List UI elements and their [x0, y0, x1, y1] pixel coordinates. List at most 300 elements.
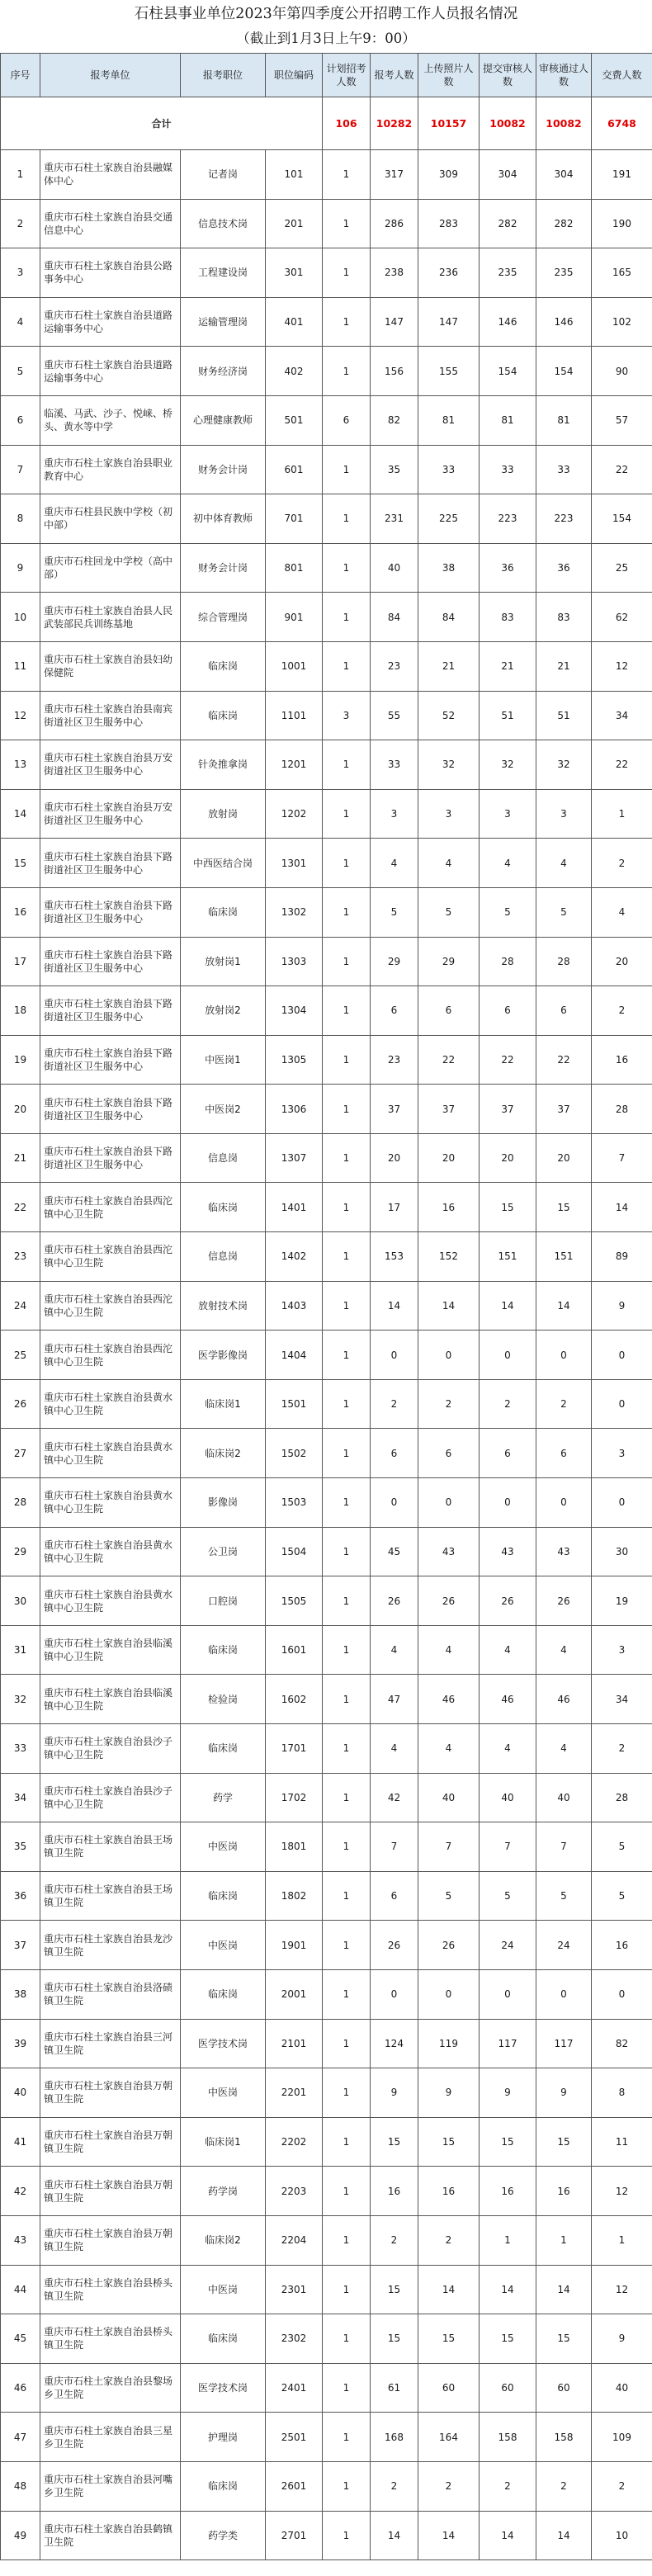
cell-photo: 0 — [418, 1969, 480, 2019]
cell-submitted: 15 — [480, 2314, 536, 2364]
cell-code: 1404 — [266, 1331, 323, 1380]
cell-applicants: 47 — [371, 1675, 418, 1724]
cell-photo: 236 — [418, 248, 480, 298]
table-row — [1, 2511, 652, 2560]
cell-position: 中医岗 — [181, 2068, 266, 2118]
cell-paid: 11 — [592, 2117, 652, 2167]
cell-unit: 重庆市石柱土家族自治县万朝镇卫生院 — [40, 2167, 181, 2216]
cell-seq: 33 — [1, 1724, 40, 1774]
cell-paid: 19 — [592, 1576, 652, 1626]
cell-seq: 11 — [1, 641, 40, 691]
total-paid: 6748 — [592, 97, 652, 150]
cell-seq: 24 — [1, 1281, 40, 1331]
cell-plan: 1 — [323, 1478, 371, 1528]
cell-applicants: 6 — [371, 1871, 418, 1921]
cell-approved: 9 — [536, 2068, 592, 2118]
table-row — [1, 150, 652, 200]
cell-unit: 重庆市石柱土家族自治县临溪镇中心卫生院 — [40, 1625, 181, 1675]
cell-position: 中医岗1 — [181, 1035, 266, 1085]
cell-position: 临床岗 — [181, 1625, 266, 1675]
cell-code: 1501 — [266, 1379, 323, 1429]
cell-position: 临床岗1 — [181, 1379, 266, 1429]
cell-paid: 34 — [592, 1675, 652, 1724]
cell-approved: 0 — [536, 1331, 592, 1380]
cell-code: 1302 — [266, 887, 323, 937]
table-row — [1, 839, 652, 888]
cell-applicants: 231 — [371, 494, 418, 544]
cell-photo: 84 — [418, 593, 480, 642]
cell-approved: 158 — [536, 2413, 592, 2462]
cell-seq: 49 — [1, 2511, 40, 2560]
cell-approved: 223 — [536, 494, 592, 544]
cell-plan: 1 — [323, 1183, 371, 1232]
cell-position: 临床岗 — [181, 2314, 266, 2364]
cell-approved: 146 — [536, 297, 592, 347]
cell-position: 药学类 — [181, 2511, 266, 2560]
cell-code: 2401 — [266, 2363, 323, 2413]
cell-submitted: 9 — [480, 2068, 536, 2118]
table-row — [1, 986, 652, 1036]
cell-paid: 40 — [592, 2363, 652, 2413]
cell-applicants: 286 — [371, 199, 418, 248]
cell-applicants: 4 — [371, 1625, 418, 1675]
cell-photo: 4 — [418, 1724, 480, 1774]
cell-applicants: 0 — [371, 1478, 418, 1528]
cell-code: 2302 — [266, 2314, 323, 2364]
table-row — [1, 1133, 652, 1183]
cell-plan: 1 — [323, 1724, 371, 1774]
header-code: 职位编码 — [266, 54, 323, 97]
cell-unit: 重庆市石柱土家族自治县西沱镇中心卫生院 — [40, 1183, 181, 1232]
cell-code: 1306 — [266, 1085, 323, 1134]
cell-seq: 39 — [1, 2019, 40, 2068]
cell-plan: 1 — [323, 1921, 371, 1970]
cell-seq: 38 — [1, 1969, 40, 2019]
header-submitted: 提交审核人数 — [480, 54, 536, 97]
cell-applicants: 147 — [371, 297, 418, 347]
cell-unit: 重庆市石柱土家族自治县黄水镇中心卫生院 — [40, 1478, 181, 1528]
cell-approved: 16 — [536, 2167, 592, 2216]
cell-plan: 1 — [323, 937, 371, 986]
cell-approved: 37 — [536, 1085, 592, 1134]
cell-plan: 1 — [323, 1773, 371, 1822]
cell-approved: 22 — [536, 1035, 592, 1085]
cell-plan: 1 — [323, 543, 371, 593]
cell-position: 中医岗2 — [181, 1085, 266, 1134]
cell-position: 检验岗 — [181, 1675, 266, 1724]
cell-unit: 重庆市石柱土家族自治县临溪镇中心卫生院 — [40, 1675, 181, 1724]
table-row — [1, 1183, 652, 1232]
cell-plan: 1 — [323, 297, 371, 347]
cell-applicants: 82 — [371, 395, 418, 445]
cell-approved: 154 — [536, 347, 592, 396]
cell-plan: 1 — [323, 1133, 371, 1183]
table-row — [1, 395, 652, 445]
cell-approved: 4 — [536, 1625, 592, 1675]
cell-code: 701 — [266, 494, 323, 544]
cell-code: 401 — [266, 297, 323, 347]
cell-position: 临床岗 — [181, 1724, 266, 1774]
cell-photo: 33 — [418, 445, 480, 494]
cell-unit: 重庆市石柱土家族自治县西沱镇中心卫生院 — [40, 1331, 181, 1380]
cell-paid: 1 — [592, 789, 652, 839]
cell-applicants: 168 — [371, 2413, 418, 2462]
cell-photo: 147 — [418, 297, 480, 347]
cell-position: 放射技术岗 — [181, 1281, 266, 1331]
cell-approved: 24 — [536, 1921, 592, 1970]
cell-position: 中西医结合岗 — [181, 839, 266, 888]
cell-seq: 15 — [1, 839, 40, 888]
cell-applicants: 156 — [371, 347, 418, 396]
cell-submitted: 5 — [480, 887, 536, 937]
cell-paid: 102 — [592, 297, 652, 347]
cell-seq: 16 — [1, 887, 40, 937]
cell-position: 运输管理岗 — [181, 297, 266, 347]
table-row — [1, 2413, 652, 2462]
cell-code: 1701 — [266, 1724, 323, 1774]
cell-photo: 0 — [418, 1478, 480, 1528]
cell-applicants: 0 — [371, 1331, 418, 1380]
cell-approved: 5 — [536, 1871, 592, 1921]
cell-code: 2001 — [266, 1969, 323, 2019]
cell-plan: 1 — [323, 986, 371, 1036]
cell-seq: 48 — [1, 2461, 40, 2511]
cell-photo: 40 — [418, 1773, 480, 1822]
title-block — [0, 0, 652, 53]
cell-unit: 重庆市石柱土家族自治县三河镇卫生院 — [40, 2019, 181, 2068]
cell-plan: 1 — [323, 1969, 371, 2019]
cell-submitted: 60 — [480, 2363, 536, 2413]
cell-plan: 1 — [323, 248, 371, 298]
cell-code: 1304 — [266, 986, 323, 1036]
cell-unit: 重庆市石柱土家族自治县万安街道社区卫生服务中心 — [40, 789, 181, 839]
cell-code: 2202 — [266, 2117, 323, 2167]
cell-photo: 60 — [418, 2363, 480, 2413]
cell-plan: 1 — [323, 641, 371, 691]
cell-code: 1801 — [266, 1822, 323, 1872]
cell-photo: 225 — [418, 494, 480, 544]
cell-unit: 重庆市石柱土家族自治县道路运输事务中心 — [40, 297, 181, 347]
cell-photo: 29 — [418, 937, 480, 986]
cell-paid: 2 — [592, 839, 652, 888]
cell-plan: 1 — [323, 2215, 371, 2265]
cell-approved: 151 — [536, 1232, 592, 1282]
cell-submitted: 3 — [480, 789, 536, 839]
cell-plan: 1 — [323, 2117, 371, 2167]
cell-position: 财务会计岗 — [181, 543, 266, 593]
cell-paid: 34 — [592, 691, 652, 740]
cell-approved: 20 — [536, 1133, 592, 1183]
table-row — [1, 1724, 652, 1774]
cell-submitted: 15 — [480, 1183, 536, 1232]
cell-unit: 重庆市石柱土家族自治县南宾街道社区卫生服务中心 — [40, 691, 181, 740]
cell-applicants: 15 — [371, 2314, 418, 2364]
table-row — [1, 2461, 652, 2511]
table-row — [1, 1429, 652, 1478]
total-approved: 10082 — [536, 97, 592, 150]
table-row — [1, 248, 652, 298]
cell-approved: 2 — [536, 1379, 592, 1429]
cell-code: 301 — [266, 248, 323, 298]
cell-applicants: 4 — [371, 1724, 418, 1774]
cell-applicants: 16 — [371, 2167, 418, 2216]
cell-submitted: 20 — [480, 1133, 536, 1183]
cell-paid: 9 — [592, 1281, 652, 1331]
cell-submitted: 28 — [480, 937, 536, 986]
cell-submitted: 6 — [480, 986, 536, 1036]
cell-submitted: 0 — [480, 1478, 536, 1528]
cell-plan: 1 — [323, 1576, 371, 1626]
cell-position: 中医岗 — [181, 1921, 266, 1970]
table-row — [1, 2314, 652, 2364]
cell-plan: 1 — [323, 1085, 371, 1134]
cell-code: 1303 — [266, 937, 323, 986]
cell-plan: 1 — [323, 887, 371, 937]
cell-code: 1802 — [266, 1871, 323, 1921]
cell-seq: 37 — [1, 1921, 40, 1970]
cell-photo: 21 — [418, 641, 480, 691]
cell-code: 901 — [266, 593, 323, 642]
cell-applicants: 29 — [371, 937, 418, 986]
cell-submitted: 43 — [480, 1527, 536, 1576]
cell-code: 601 — [266, 445, 323, 494]
cell-paid: 12 — [592, 2265, 652, 2314]
cell-unit: 重庆市石柱土家族自治县沙子镇中心卫生院 — [40, 1773, 181, 1822]
cell-photo: 5 — [418, 1871, 480, 1921]
cell-submitted: 158 — [480, 2413, 536, 2462]
cell-plan: 1 — [323, 1822, 371, 1872]
cell-seq: 47 — [1, 2413, 40, 2462]
page-title: 石柱县事业单位2023年第四季度公开招聘工作人员报名情况 — [134, 6, 518, 22]
cell-unit: 重庆市石柱土家族自治县河嘴乡卫生院 — [40, 2461, 181, 2511]
cell-position: 医学技术岗 — [181, 2363, 266, 2413]
cell-submitted: 146 — [480, 297, 536, 347]
header-position: 报考职位 — [181, 54, 266, 97]
cell-paid: 90 — [592, 347, 652, 396]
table-row — [1, 740, 652, 790]
cell-position: 医学技术岗 — [181, 2019, 266, 2068]
cell-submitted: 36 — [480, 543, 536, 593]
cell-paid: 14 — [592, 1183, 652, 1232]
cell-seq: 2 — [1, 199, 40, 248]
cell-paid: 16 — [592, 1921, 652, 1970]
table-row — [1, 641, 652, 691]
cell-submitted: 4 — [480, 1724, 536, 1774]
cell-paid: 16 — [592, 1035, 652, 1085]
cell-approved: 3 — [536, 789, 592, 839]
cell-code: 2204 — [266, 2215, 323, 2265]
cell-unit: 重庆市石柱土家族自治县黎场乡卫生院 — [40, 2363, 181, 2413]
cell-submitted: 223 — [480, 494, 536, 544]
cell-seq: 45 — [1, 2314, 40, 2364]
cell-approved: 304 — [536, 150, 592, 200]
table-row — [1, 1921, 652, 1970]
cell-approved: 14 — [536, 2265, 592, 2314]
cell-position: 放射岗1 — [181, 937, 266, 986]
table-row — [1, 593, 652, 642]
cell-position: 财务会计岗 — [181, 445, 266, 494]
cell-photo: 16 — [418, 2167, 480, 2216]
cell-seq: 42 — [1, 2167, 40, 2216]
cell-seq: 28 — [1, 1478, 40, 1528]
cell-approved: 40 — [536, 1773, 592, 1822]
header-plan: 计划招考人数 — [323, 54, 371, 97]
cell-position: 初中体育教师 — [181, 494, 266, 544]
cell-unit: 临溪、马武、沙子、悦崃、桥头、黄水等中学 — [40, 395, 181, 445]
cell-position: 临床岗 — [181, 1871, 266, 1921]
cell-submitted: 282 — [480, 199, 536, 248]
cell-photo: 14 — [418, 2511, 480, 2560]
cell-plan: 1 — [323, 740, 371, 790]
cell-unit: 重庆市石柱土家族自治县黄水镇中心卫生院 — [40, 1527, 181, 1576]
cell-applicants: 2 — [371, 1379, 418, 1429]
cell-position: 信息岗 — [181, 1232, 266, 1282]
cell-approved: 15 — [536, 2314, 592, 2364]
cell-seq: 26 — [1, 1379, 40, 1429]
cell-photo: 0 — [418, 1331, 480, 1380]
cell-seq: 8 — [1, 494, 40, 544]
cell-paid: 191 — [592, 150, 652, 200]
cell-seq: 20 — [1, 1085, 40, 1134]
cell-position: 针灸推拿岗 — [181, 740, 266, 790]
cell-paid: 12 — [592, 641, 652, 691]
cell-paid: 2 — [592, 986, 652, 1036]
cell-seq: 30 — [1, 1576, 40, 1626]
table-row — [1, 691, 652, 740]
cell-paid: 1 — [592, 2215, 652, 2265]
cell-submitted: 1 — [480, 2215, 536, 2265]
cell-position: 中医岗 — [181, 1822, 266, 1872]
header-photo: 上传照片人数 — [418, 54, 480, 97]
cell-submitted: 40 — [480, 1773, 536, 1822]
header-unit: 报考单位 — [40, 54, 181, 97]
cell-code: 1401 — [266, 1183, 323, 1232]
cell-submitted: 6 — [480, 1429, 536, 1478]
cell-paid: 154 — [592, 494, 652, 544]
table-row — [1, 1822, 652, 1872]
table-row — [1, 1331, 652, 1380]
cell-photo: 26 — [418, 1576, 480, 1626]
cell-seq: 41 — [1, 2117, 40, 2167]
cell-plan: 1 — [323, 593, 371, 642]
cell-unit: 重庆市石柱土家族自治县下路街道社区卫生服务中心 — [40, 887, 181, 937]
cell-photo: 32 — [418, 740, 480, 790]
cell-applicants: 5 — [371, 887, 418, 937]
cell-unit: 重庆市石柱土家族自治县下路街道社区卫生服务中心 — [40, 1035, 181, 1085]
cell-submitted: 14 — [480, 2511, 536, 2560]
cell-code: 2101 — [266, 2019, 323, 2068]
cell-photo: 119 — [418, 2019, 480, 2068]
table-row — [1, 494, 652, 544]
cell-photo: 20 — [418, 1133, 480, 1183]
cell-approved: 6 — [536, 1429, 592, 1478]
cell-position: 药学 — [181, 1773, 266, 1822]
cell-code: 1101 — [266, 691, 323, 740]
cell-code: 2601 — [266, 2461, 323, 2511]
cell-unit: 重庆市石柱土家族自治县公路事务中心 — [40, 248, 181, 298]
cell-seq: 5 — [1, 347, 40, 396]
cell-submitted: 81 — [480, 395, 536, 445]
cell-paid: 30 — [592, 1527, 652, 1576]
cell-position: 放射岗 — [181, 789, 266, 839]
cell-unit: 重庆市石柱土家族自治县人民武装部民兵训练基地 — [40, 593, 181, 642]
cell-position: 信息岗 — [181, 1133, 266, 1183]
cell-approved: 15 — [536, 2117, 592, 2167]
table-row — [1, 1281, 652, 1331]
cell-applicants: 0 — [371, 1969, 418, 2019]
cell-photo: 16 — [418, 1183, 480, 1232]
cell-unit: 重庆市石柱土家族自治县万安街道社区卫生服务中心 — [40, 740, 181, 790]
cell-approved: 83 — [536, 593, 592, 642]
cell-photo: 283 — [418, 199, 480, 248]
cell-unit: 重庆市石柱土家族自治县黄水镇中心卫生院 — [40, 1576, 181, 1626]
cell-plan: 1 — [323, 2314, 371, 2364]
cell-submitted: 5 — [480, 1871, 536, 1921]
cell-approved: 81 — [536, 395, 592, 445]
cell-applicants: 6 — [371, 1429, 418, 1478]
cell-code: 1505 — [266, 1576, 323, 1626]
cell-code: 1201 — [266, 740, 323, 790]
total-row — [1, 97, 652, 150]
cell-position: 临床岗 — [181, 641, 266, 691]
cell-plan: 1 — [323, 1429, 371, 1478]
cell-position: 临床岗 — [181, 2461, 266, 2511]
cell-code: 1601 — [266, 1625, 323, 1675]
cell-position: 工程建设岗 — [181, 248, 266, 298]
cell-submitted: 22 — [480, 1035, 536, 1085]
cell-seq: 3 — [1, 248, 40, 298]
cell-approved: 4 — [536, 1724, 592, 1774]
cell-paid: 0 — [592, 1478, 652, 1528]
cell-approved: 26 — [536, 1576, 592, 1626]
table-row — [1, 1379, 652, 1429]
cell-submitted: 235 — [480, 248, 536, 298]
cell-submitted: 2 — [480, 2461, 536, 2511]
table-row — [1, 1232, 652, 1282]
cell-unit: 重庆市石柱土家族自治县沙子镇中心卫生院 — [40, 1724, 181, 1774]
cell-submitted: 24 — [480, 1921, 536, 1970]
table-row — [1, 2019, 652, 2068]
cell-plan: 1 — [323, 1035, 371, 1085]
cell-approved: 1 — [536, 2215, 592, 2265]
cell-code: 1502 — [266, 1429, 323, 1478]
cell-seq: 34 — [1, 1773, 40, 1822]
cell-approved: 46 — [536, 1675, 592, 1724]
cell-applicants: 26 — [371, 1921, 418, 1970]
cell-code: 1402 — [266, 1232, 323, 1282]
cell-unit: 重庆市石柱土家族自治县西沱镇中心卫生院 — [40, 1232, 181, 1282]
cell-applicants: 9 — [371, 2068, 418, 2118]
cell-unit: 重庆市石柱土家族自治县西沱镇中心卫生院 — [40, 1281, 181, 1331]
cell-code: 1602 — [266, 1675, 323, 1724]
cell-position: 财务经济岗 — [181, 347, 266, 396]
cell-seq: 40 — [1, 2068, 40, 2118]
cell-plan: 1 — [323, 150, 371, 200]
cell-applicants: 20 — [371, 1133, 418, 1183]
cell-unit: 重庆市石柱土家族自治县桥头镇卫生院 — [40, 2314, 181, 2364]
cell-position: 临床岗 — [181, 1969, 266, 2019]
cell-approved: 15 — [536, 1183, 592, 1232]
cell-photo: 9 — [418, 2068, 480, 2118]
cell-plan: 1 — [323, 1281, 371, 1331]
cell-applicants: 7 — [371, 1822, 418, 1872]
cell-approved: 0 — [536, 1969, 592, 2019]
cell-submitted: 117 — [480, 2019, 536, 2068]
cell-plan: 1 — [323, 2363, 371, 2413]
cell-paid: 2 — [592, 2461, 652, 2511]
cell-code: 2201 — [266, 2068, 323, 2118]
cell-applicants: 45 — [371, 1527, 418, 1576]
